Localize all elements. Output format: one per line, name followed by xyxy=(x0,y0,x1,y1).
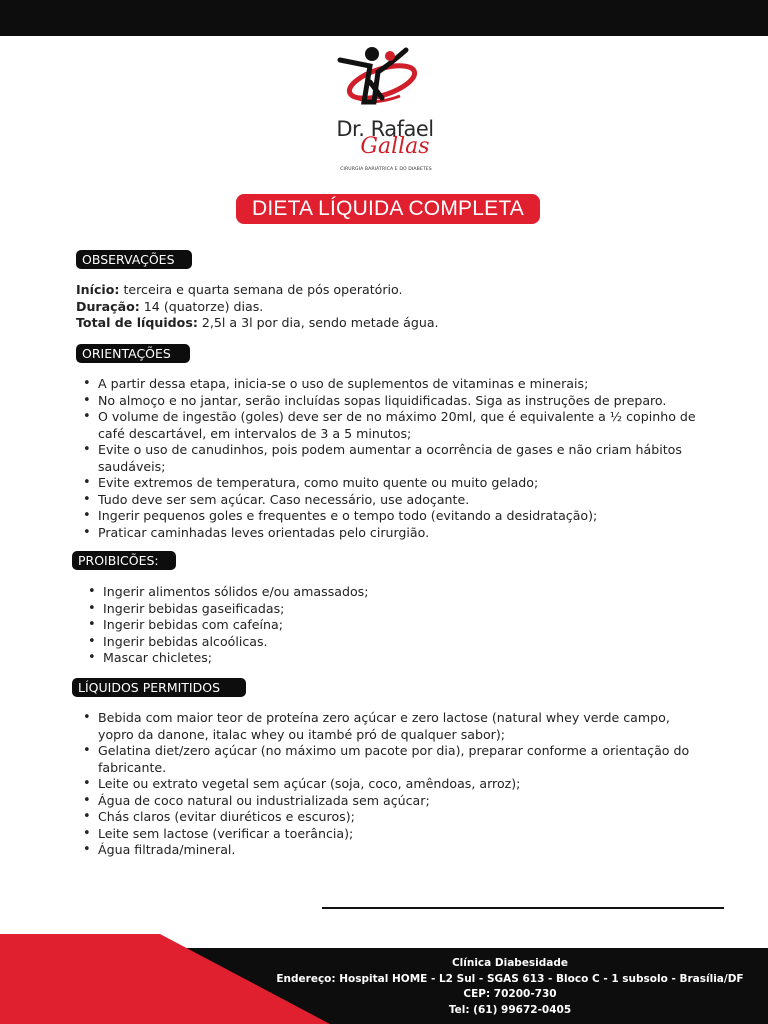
orientacoes-list xyxy=(78,376,698,541)
list-item: • Bebida com maior teor de proteína zero açúcar e zero lactose (natural whey verde campo, yopro da danone, italac whey ou itambé pró de qualquer sabor); xyxy=(78,710,698,743)
footer-clinic: Clínica Diabesidade xyxy=(451,957,569,969)
total-value: 2,5l a 3l por dia, sendo metade água. xyxy=(197,315,439,330)
list-item: • Praticar caminhadas leves orientadas pelo cirurgião. xyxy=(78,525,698,542)
list-item: • Ingerir alimentos sólidos e/ou amassados; xyxy=(78,584,678,601)
liquidos-heading: LÍQUIDOS PERMITIDOS xyxy=(72,678,246,697)
top-bar xyxy=(0,0,768,36)
list-item: • Gelatina diet/zero açúcar (no máximo um pacote por dia), preparar conforme a orientação do fabricante. xyxy=(78,743,698,776)
signature-line xyxy=(322,907,724,909)
list-item: • Tudo deve ser sem açúcar. Caso necessário, use adoçante. xyxy=(78,492,698,509)
list-item: • O volume de ingestão (goles) deve ser de no máximo 20ml, que é equivalente a ½ copinho de café descartável, em intervalos de 3 a 5 minutos; xyxy=(78,409,698,442)
list-item: • No almoço e no jantar, serão incluídas sopas liquidificadas. Siga as instruções de preparo. xyxy=(78,393,698,410)
footer-contact xyxy=(260,956,760,1018)
list-item: • Ingerir bebidas gaseificadas; xyxy=(78,601,678,618)
logo-script: Gallas xyxy=(360,134,430,159)
list-item: • Leite sem lactose (verificar a toerância); xyxy=(78,826,698,843)
list-item: • Ingerir bebidas com cafeína; xyxy=(78,617,678,634)
duracao-label: Duração: xyxy=(76,298,140,314)
list-item: • Água de coco natural ou industrializada sem açúcar; xyxy=(78,793,698,810)
duracao-line xyxy=(76,299,439,316)
logo-figure-icon xyxy=(320,42,450,122)
list-item: • Chás claros (evitar diuréticos e escuros); xyxy=(78,809,698,826)
footer-phone: Tel: (61) 99672-0405 xyxy=(448,1003,572,1016)
footer-cep: CEP: 70200-730 xyxy=(463,988,557,1000)
inicio-value: terceira e quarta semana de pós operatório. xyxy=(119,282,403,297)
list-item: • Água filtrada/mineral. xyxy=(78,842,698,859)
inicio-label: Início: xyxy=(76,282,120,297)
total-label: Total de líquidos: xyxy=(76,315,198,330)
list-item: • Evite extremos de temperatura, como muito quente ou muito gelado; xyxy=(78,475,698,492)
list-item: • Mascar chicletes; xyxy=(78,650,678,667)
duracao-value: 14 (quatorze) dias. xyxy=(139,298,264,314)
list-item: • Evite o uso de canudinhos, pois podem aumentar a ocorrência de gases e não criam hábitos saudáveis; xyxy=(78,442,698,475)
logo-tagline: CIRURGIA BARIÁTRICA E DO DIABETES xyxy=(340,167,432,172)
list-item: • Ingerir pequenos goles e frequentes e o tempo todo (evitando a desidratação); xyxy=(78,508,698,525)
logo-name: Dr. Rafael xyxy=(336,117,434,141)
list-item: • A partir dessa etapa, inicia-se o uso de suplementos de vitaminas e minerais; xyxy=(78,376,698,393)
footer-address: Endereço: Hospital HOME - L2 Sul - SGAS 613 - Bloco C - 1 subsolo - Brasília/DF xyxy=(276,972,744,985)
total-line xyxy=(76,315,439,332)
proibicoes-list xyxy=(78,584,678,667)
orientacoes-heading: ORIENTAÇÕES xyxy=(76,344,190,363)
list-item: • Leite ou extrato vegetal sem açúcar (soja, coco, amêndoas, arroz); xyxy=(78,776,698,793)
clinic-logo xyxy=(320,42,450,182)
observacoes-block xyxy=(76,282,439,332)
observacoes-heading: OBSERVAÇÕES xyxy=(76,250,192,269)
liquidos-list xyxy=(78,710,698,859)
list-item: • Ingerir bebidas alcoólicas. xyxy=(78,634,678,651)
page-title: DIETA LÍQUIDA COMPLETA xyxy=(236,194,540,224)
inicio-line xyxy=(76,282,439,299)
proibicoes-heading: PROIBICÕES: xyxy=(72,551,176,570)
